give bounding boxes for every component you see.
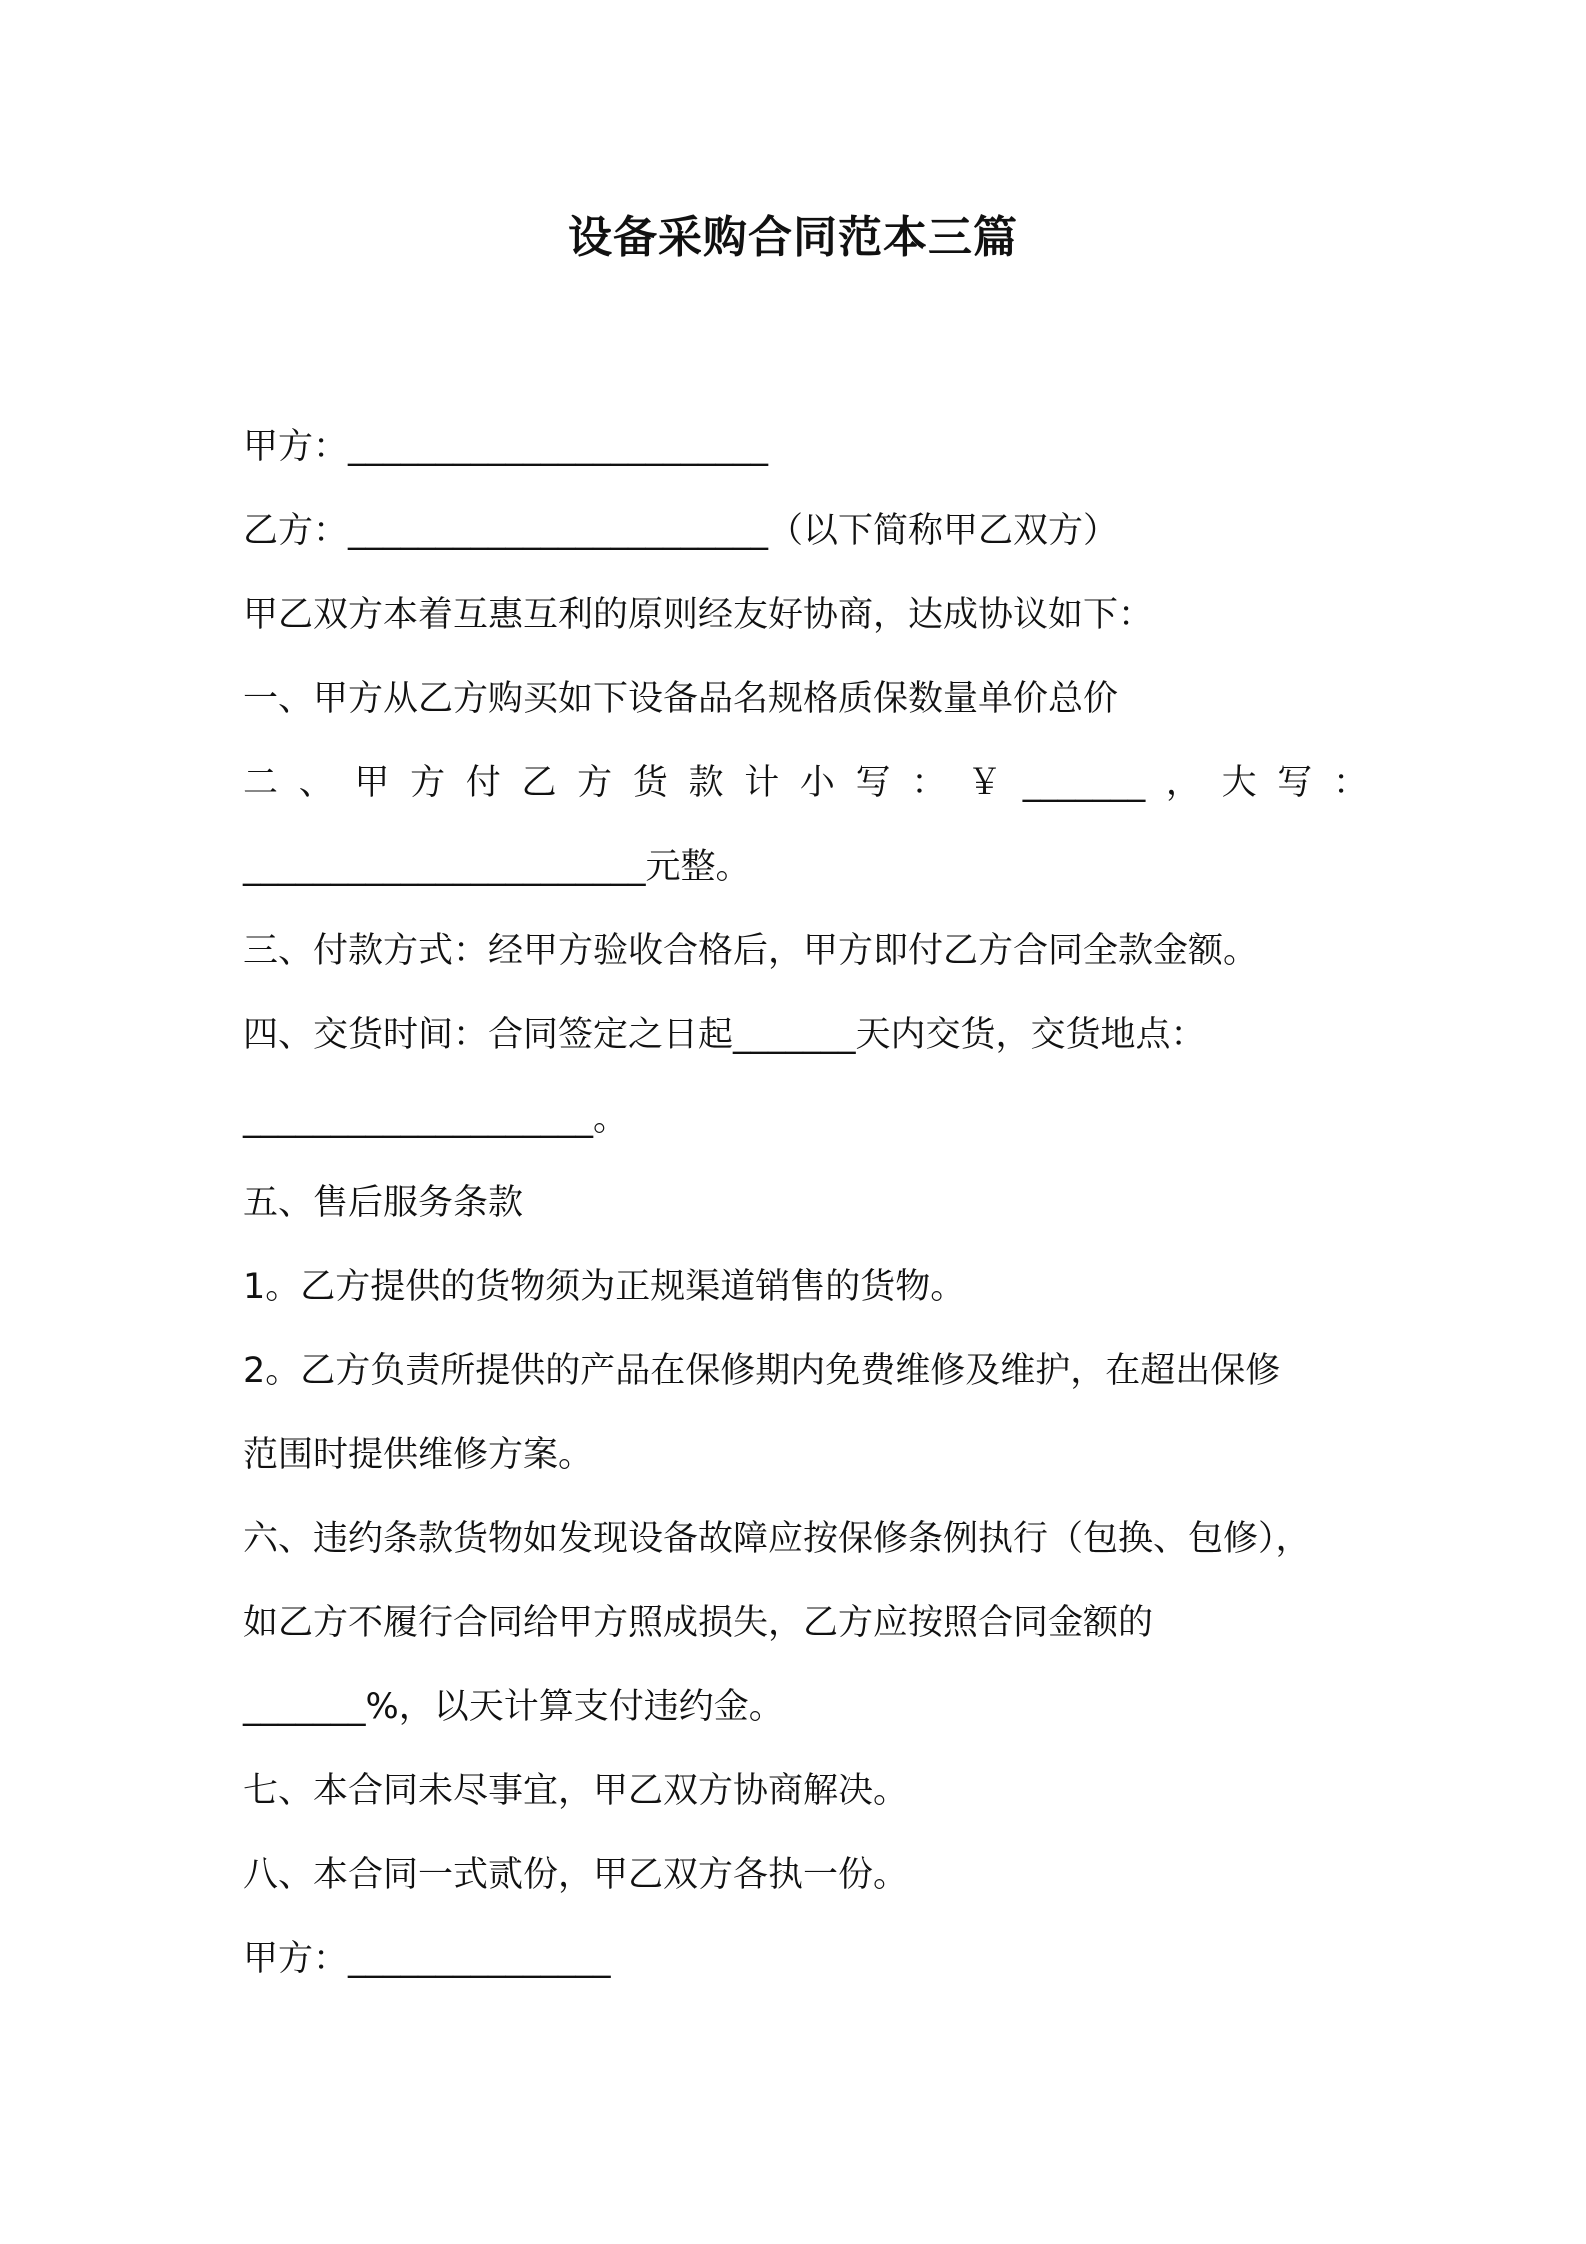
clause-5-item-1: 1。乙方提供的货物须为正规渠道销售的货物。 xyxy=(243,1267,966,1307)
document-title: 设备采购合同范本三篇 xyxy=(568,212,1018,263)
clause-2: 二、甲方付乙方货款计小写：￥_______，大写： xyxy=(243,763,1368,803)
clause-5-item-2: 2。乙方负责所提供的产品在保修期内免费维修及维护，在超出保修 xyxy=(243,1351,1281,1391)
clause-6: 六、违约条款货物如发现设备故障应按保修条例执行（包换、包修）， xyxy=(243,1519,1311,1559)
clause-5-item-2-continued: 范围时提供维修方案。 xyxy=(243,1435,594,1475)
document-body xyxy=(243,405,1368,2001)
clause-4: 四、交货时间：合同签定之日起_______天内交货，交货地点： xyxy=(243,1015,1206,1055)
signature-party-a: 甲方：_______________ xyxy=(243,1939,611,1979)
clause-4-continued: ____________________。 xyxy=(243,1099,629,1139)
clause-6-continued: 如乙方不履行合同给甲方照成损失，乙方应按照合同金额的 xyxy=(243,1603,1154,1643)
party-b-line: 乙方：________________________（以下简称甲乙双方） xyxy=(243,511,1119,551)
clause-3: 三、付款方式：经甲方验收合格后，甲方即付乙方合同全款金额。 xyxy=(243,931,1259,971)
clause-2-continued: _______________________元整。 xyxy=(243,847,751,887)
clause-1: 一、甲方从乙方购买如下设备品名规格质保数量单价总价 xyxy=(243,679,1119,719)
clause-6-continued-2: _______%，以天计算支付违约金。 xyxy=(243,1687,784,1727)
party-a-line: 甲方：________________________ xyxy=(243,427,769,467)
agreement-intro: 甲乙双方本着互惠互利的原则经友好协商，达成协议如下： xyxy=(243,595,1154,635)
clause-5-heading: 五、售后服务条款 xyxy=(243,1183,524,1223)
clause-7: 七、本合同未尽事宜，甲乙双方协商解决。 xyxy=(243,1771,909,1811)
clause-8: 八、本合同一式贰份，甲乙双方各执一份。 xyxy=(243,1855,909,1895)
